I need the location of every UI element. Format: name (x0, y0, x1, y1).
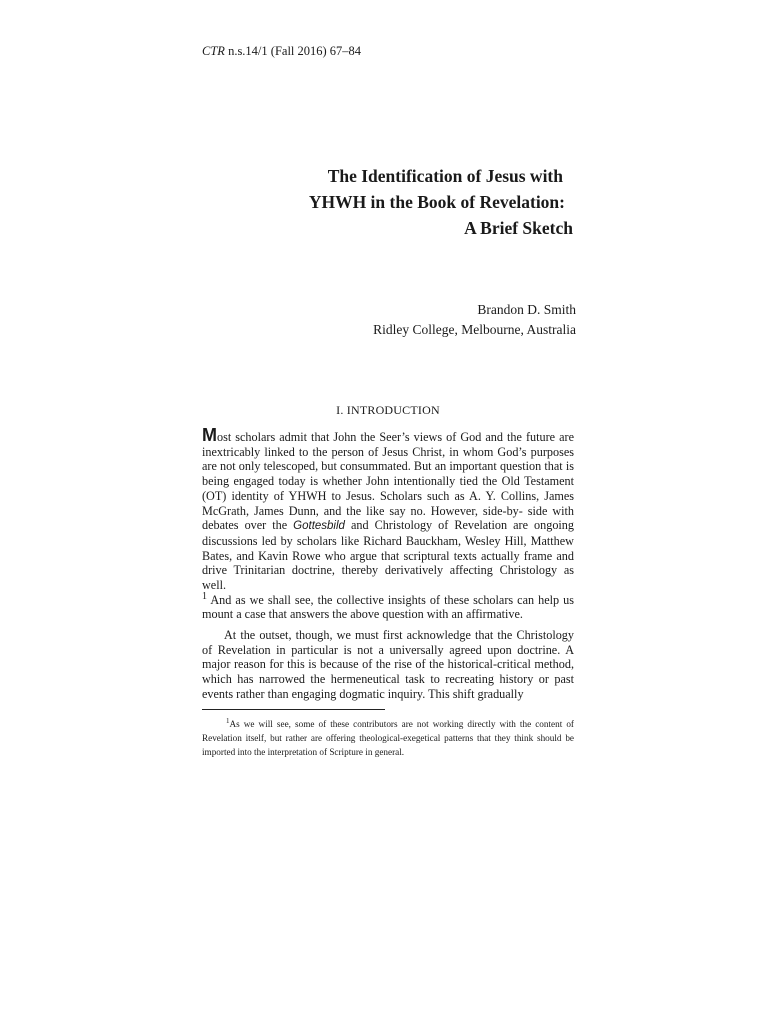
footnote (202, 714, 574, 759)
citation-details: n.s.14/1 (Fall 2016) 67–84 (224, 44, 362, 58)
journal-abbreviation: CTR (202, 44, 225, 58)
journal-citation (202, 44, 361, 59)
paragraph-2: At the outset, though, we must first acknowledge that the Christology of Revelation in particular is not a universally agreed upon doctrine. A major reason for this is because of the rise of the historical-critical method, which has narrowed the hermeneutical task to recreating history or past events rather than engaging dogmatic inquiry. This shift gradually (202, 628, 574, 701)
paragraph-1 (202, 425, 574, 622)
title-line-2: YHWH in the Book of Revelation: (308, 192, 565, 212)
paragraph-1-text-b: and Christology of Revelation are ongoing discussions led by scholars like Richard Bauckham, Wesley Hill, Matthew Bates, and Kavin Rowe who argue that scriptural texts actually frame and drive Trinitarian doctrine, thereby derivatively affecting Christology as well. (202, 518, 574, 593)
article-title (173, 163, 573, 241)
author-block (176, 300, 576, 340)
footnote-marker: 1 (226, 717, 230, 725)
paragraph-1-text-a: ost scholars admit that John the Seer’s views of God and the future are inextricably linked to the person of Jesus Christ, in whom God’s purposes are not only telescoped, but consummated. But an important question that is being engaged today is whether John intentionally tied the Old Testament (OT) identity of YHWH to Jesus. Scholars such as A. Y. Collins, James McGrath, James Dunn, and the like say no. However, side-by- side with debates over the (202, 430, 574, 533)
author-affiliation: Ridley College, Melbourne, Australia (373, 322, 576, 337)
section-heading: I. INTRODUCTION (336, 403, 440, 417)
footnote-reference[interactable]: 1 (202, 590, 207, 602)
italic-term: Gottesbild (293, 520, 345, 533)
title-line-1: The Identification of Jesus with (327, 166, 563, 186)
footnote-text: As we will see, some of these contributors are not working directly with the content of Revelation itself, but rather are offering theological-exegetical patterns that they think should be imported into the interpretation of Scripture in general. (202, 719, 574, 758)
author-name: Brandon D. Smith (477, 302, 576, 317)
drop-cap: M (202, 425, 217, 445)
paragraph-1-text-c: And as we shall see, the collective insights of these scholars can help us mount a case that answers the above question with an affirmative. (202, 592, 574, 622)
title-line-3: A Brief Sketch (464, 218, 573, 238)
footnote-divider (202, 709, 385, 710)
